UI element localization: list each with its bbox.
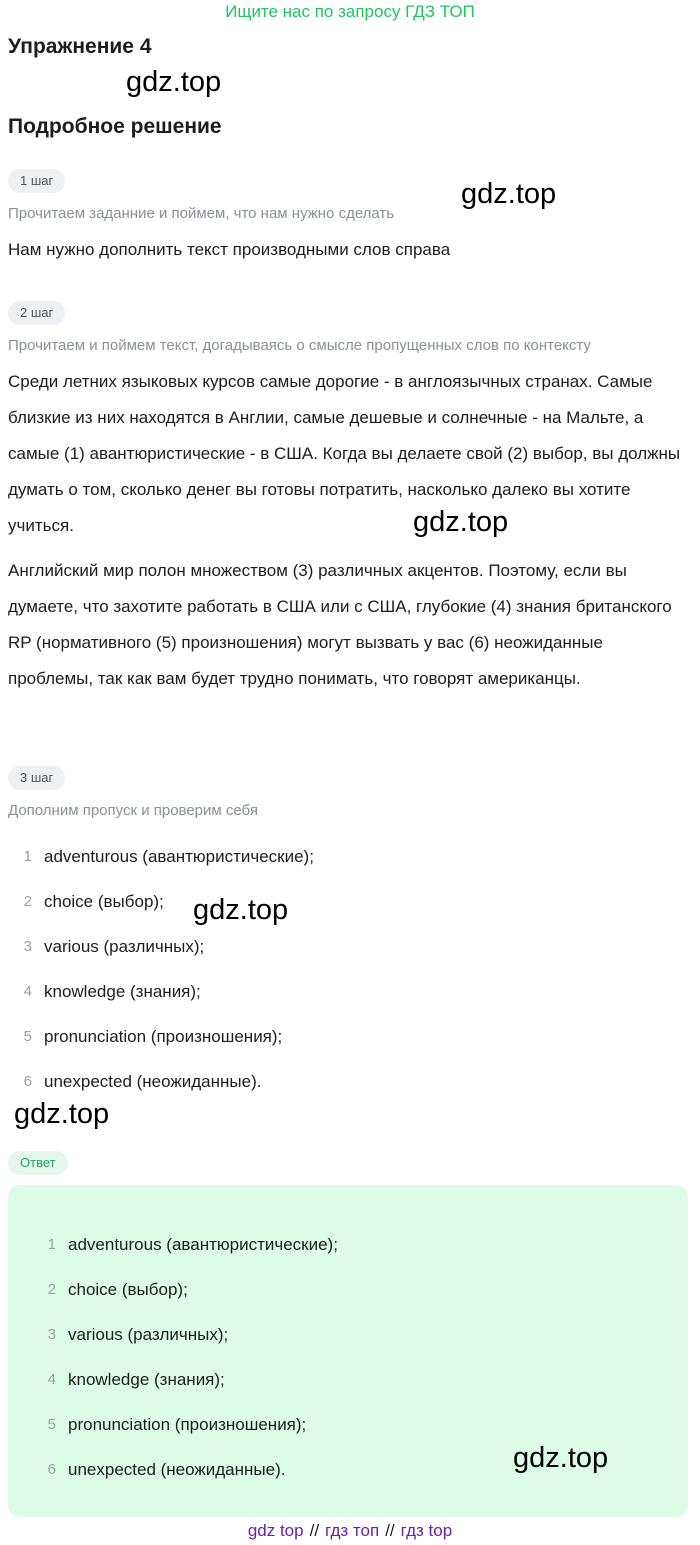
list-item-number: 5 bbox=[23, 1028, 32, 1045]
step-3-badge: 3 шаг bbox=[8, 766, 65, 790]
list-item bbox=[40, 1411, 338, 1456]
list-item bbox=[16, 978, 314, 1023]
step-1-text: Нам нужно дополнить текст производными слов справа bbox=[8, 240, 451, 259]
exercise-title: Упражнение 4 bbox=[8, 35, 152, 58]
search-banner: Ищите нас по запросу ГДЗ ТОП bbox=[225, 2, 475, 21]
footer-link[interactable]: gdz top bbox=[247, 1521, 304, 1540]
list-item-text: adventurous (авантюристические); bbox=[44, 847, 314, 866]
list-item-number: 3 bbox=[23, 938, 32, 955]
list-item-text: knowledge (знания); bbox=[44, 982, 201, 1001]
watermark: gdz.top bbox=[513, 1442, 609, 1474]
watermark: gdz.top bbox=[461, 178, 557, 210]
list-item-text: knowledge (знания); bbox=[68, 1370, 225, 1389]
solution-title: Подробное решение bbox=[8, 115, 222, 138]
watermark: gdz.top bbox=[413, 506, 509, 538]
watermark: gdz.top bbox=[14, 1098, 110, 1130]
answer-box bbox=[8, 1185, 688, 1517]
list-item bbox=[16, 1023, 314, 1068]
footer-separator: // bbox=[309, 1521, 320, 1540]
list-item bbox=[40, 1276, 338, 1321]
list-item-text: choice (выбор); bbox=[68, 1280, 188, 1299]
list-item-text: pronunciation (произношения); bbox=[44, 1027, 283, 1046]
list-item-text: unexpected (неожиданные). bbox=[68, 1460, 286, 1479]
list-item-number: 6 bbox=[23, 1073, 32, 1090]
list-item bbox=[16, 843, 314, 888]
watermark: gdz.top bbox=[126, 66, 222, 98]
list-item-number: 1 bbox=[23, 848, 32, 865]
step-2-paragraph-2: Английский мир полон множеством (3) различных акцентов. Поэтому, если вы думаете, что захотите работать в США или с США, глубокие (4) знания британского RP (нормативного (5) произношения) могут вызвать у вас (6) неожиданные проблемы, так как вам будет трудно понимать, что говорят американцы. bbox=[8, 561, 672, 688]
list-item-text: pronunciation (произношения); bbox=[68, 1415, 307, 1434]
footer-link[interactable]: гдз топ bbox=[325, 1521, 380, 1540]
watermark: gdz.top bbox=[193, 894, 289, 926]
answer-badge: Ответ bbox=[8, 1151, 68, 1175]
step-3-list bbox=[16, 843, 314, 1113]
step-2-badge: 2 шаг bbox=[8, 301, 65, 325]
list-item-number: 2 bbox=[23, 893, 32, 910]
list-item-text: various (различных); bbox=[44, 937, 205, 956]
list-item-number: 2 bbox=[47, 1281, 56, 1298]
list-item-number: 3 bbox=[47, 1326, 56, 1343]
list-item-number: 4 bbox=[47, 1371, 56, 1388]
step-3-hint: Дополним пропуск и проверим себя bbox=[8, 802, 258, 819]
list-item bbox=[40, 1366, 338, 1411]
list-item-text: unexpected (неожиданные). bbox=[44, 1072, 262, 1091]
answer-list bbox=[40, 1231, 338, 1501]
list-item-number: 5 bbox=[47, 1416, 56, 1433]
list-item bbox=[16, 933, 314, 978]
step-1-hint: Прочитаем заданние и поймем, что нам нужно сделать bbox=[8, 205, 395, 222]
step-2-paragraph-1: Среди летних языковых курсов самые дорогие - в англоязычных странах. Самые близкие из них находятся в Англии, самые дешевые и солнечные - на Мальте, а самые (1) авантюристические - в США. Когда вы делаете свой (2) выбор, вы должны думать о том, сколько денег вы готовы потратить, насколько далеко вы хотите учиться. bbox=[8, 372, 681, 535]
list-item-number: 1 bbox=[47, 1236, 56, 1253]
step-2-hint: Прочитаем и поймем текст, догадываясь о смысле пропущенных слов по контексту bbox=[8, 337, 591, 354]
list-item-text: adventurous (авантюристические); bbox=[68, 1235, 338, 1254]
list-item bbox=[40, 1321, 338, 1366]
list-item bbox=[40, 1231, 338, 1276]
footer-separator: // bbox=[385, 1521, 395, 1540]
list-item-text: various (различных); bbox=[68, 1325, 229, 1344]
list-item bbox=[40, 1456, 338, 1501]
footer-links bbox=[0, 1519, 700, 1543]
list-item-number: 4 bbox=[23, 983, 32, 1000]
step-1-badge: 1 шаг bbox=[8, 169, 65, 193]
list-item-number: 6 bbox=[47, 1461, 56, 1478]
footer-link[interactable]: гдз top bbox=[400, 1521, 453, 1540]
list-item-text: choice (выбор); bbox=[44, 892, 164, 911]
